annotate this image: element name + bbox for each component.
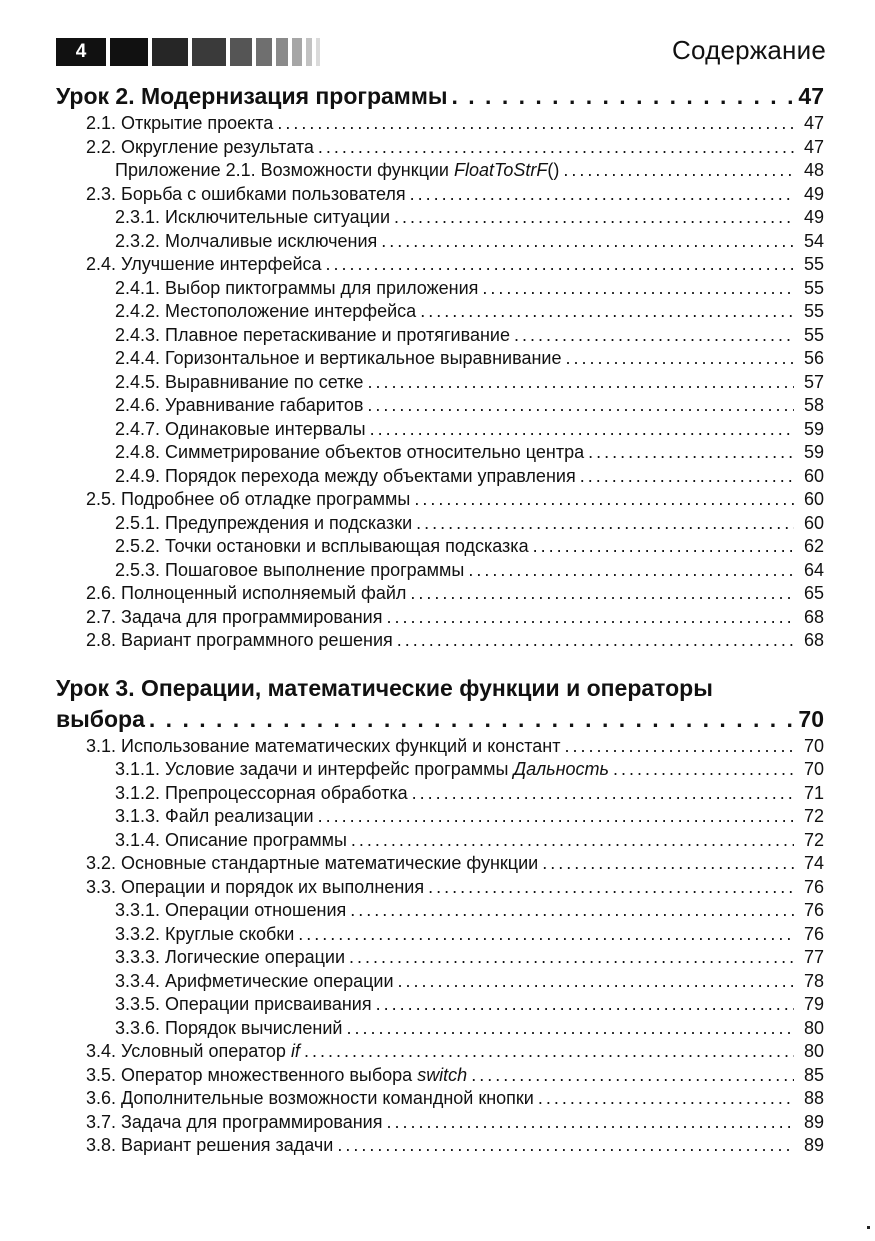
running-title: Содержание: [672, 35, 826, 65]
toc-entry[interactable]: [56, 230, 824, 254]
toc-entry-title: 2.7. Задача для программирования: [86, 606, 383, 627]
toc-entry-page: 78: [803, 970, 824, 991]
header-block: [230, 38, 252, 66]
toc-entry-page: 48: [803, 160, 824, 180]
lesson-title: Урок 2. Модернизация программы: [56, 83, 448, 109]
toc-entry-title: 2.5.3. Пошаговое выполнение программы: [115, 559, 465, 580]
toc-entry[interactable]: [56, 136, 824, 160]
toc-entry-page: 80: [803, 1041, 824, 1061]
toc-entry-page: 79: [803, 994, 824, 1014]
toc-entry-title: 3.6. Дополнительные возможности командной кнопки: [86, 1088, 534, 1108]
toc-entry-title: 2.4.9. Порядок перехода между объектами управления: [115, 465, 576, 486]
toc-entry-title: 2.4.1. Выбор пиктограммы для приложения: [115, 277, 479, 298]
toc-entry-page: 76: [803, 876, 824, 897]
page-number: 4: [56, 38, 106, 66]
page-header: [56, 35, 826, 66]
toc-entry-page: 65: [803, 583, 824, 603]
toc-entry-page: 49: [803, 183, 824, 204]
toc-entry-page: 76: [803, 900, 824, 920]
toc-entry-title: 2.3.2. Молчаливые исключения: [115, 230, 378, 251]
lesson-2-heading[interactable]: [56, 80, 824, 112]
toc-entry-page: 55: [803, 254, 824, 274]
toc-entry-page: 60: [803, 489, 824, 509]
lesson-3-entries: [56, 735, 824, 1158]
toc-entry-title: 3.2. Основные стандартные математические функции: [86, 853, 539, 873]
toc-entry-page: 60: [803, 465, 824, 486]
toc-entry-title: 3.3.4. Арифметические операции: [115, 970, 394, 991]
toc-entry-page: 55: [803, 301, 824, 321]
toc-entry[interactable]: [56, 852, 824, 876]
toc-entry[interactable]: [56, 993, 824, 1017]
toc-entry[interactable]: [56, 899, 824, 923]
toc-entry-title: 3.3. Операции и порядок их выполнения: [86, 876, 425, 897]
toc-entry[interactable]: [56, 488, 824, 512]
header-block: [152, 38, 188, 66]
toc-entry-page: 47: [803, 113, 824, 133]
toc-entry[interactable]: [56, 394, 824, 418]
table-of-contents: [56, 80, 824, 1158]
toc-entry[interactable]: [56, 559, 824, 583]
toc-entry-title: 2.3.1. Исключительные ситуации: [115, 207, 391, 227]
toc-entry-title: 3.1.3. Файл реализации: [115, 806, 314, 826]
toc-entry-title: 3.1.1. Условие задачи и интерфейс программы Дальность: [115, 759, 609, 779]
lesson-3-heading[interactable]: [56, 703, 824, 735]
toc-entry-page: 70: [803, 735, 824, 756]
toc-entry-title: 2.2. Округление результата: [86, 136, 314, 157]
header-block: [292, 38, 302, 66]
toc-entry-page: 72: [803, 806, 824, 826]
toc-entry-page: 76: [803, 923, 824, 944]
toc-entry[interactable]: [56, 535, 824, 559]
toc-entry[interactable]: [56, 970, 824, 994]
toc-entry-page: 80: [803, 1017, 824, 1038]
toc-entry-page: 89: [803, 1135, 824, 1155]
header-block: [276, 38, 288, 66]
header-block: [192, 38, 226, 66]
toc-entry-title: 3.3.2. Круглые скобки: [115, 923, 295, 944]
toc-entry[interactable]: [56, 629, 824, 653]
toc-entry-title: 2.4.7. Одинаковые интервалы: [115, 418, 366, 439]
toc-entry[interactable]: [56, 782, 824, 806]
header-block: [306, 38, 312, 66]
toc-entry[interactable]: [56, 253, 824, 277]
toc-entry-page: 85: [803, 1064, 824, 1085]
toc-entry-title: 2.4.8. Симметрирование объектов относительно центра: [115, 442, 585, 462]
toc-entry-title: 2.4.5. Выравнивание по сетке: [115, 371, 364, 392]
toc-entry[interactable]: [56, 183, 824, 207]
toc-entry[interactable]: [56, 465, 824, 489]
toc-entry[interactable]: [56, 418, 824, 442]
toc-entry-title: 3.1. Использование математических функций и констант: [86, 735, 561, 756]
toc-entry-page: 54: [803, 230, 824, 251]
toc-entry[interactable]: [56, 300, 824, 324]
lesson-page: 70: [798, 705, 824, 732]
page-mark: [867, 1226, 870, 1229]
lesson-2-entries: [56, 112, 824, 653]
toc-entry[interactable]: [56, 1087, 824, 1111]
toc-entry-title: 3.3.3. Логические операции: [115, 947, 346, 967]
toc-entry[interactable]: [56, 735, 824, 759]
toc-entry[interactable]: [56, 1064, 824, 1088]
toc-entry-page: 89: [803, 1111, 824, 1132]
toc-entry-title: 3.5. Оператор множественного выбора switch: [86, 1064, 468, 1085]
toc-entry[interactable]: [56, 758, 824, 782]
toc-entry[interactable]: [56, 582, 824, 606]
toc-entry[interactable]: [56, 829, 824, 853]
toc-entry-title: 2.1. Открытие проекта: [86, 113, 274, 133]
header-block: [256, 38, 272, 66]
toc-entry-page: 58: [803, 395, 824, 415]
toc-entry-page: 72: [803, 829, 824, 850]
toc-entry[interactable]: [56, 112, 824, 136]
toc-entry-title: 3.3.5. Операции присваивания: [115, 994, 372, 1014]
toc-entry-title: 2.4.2. Местоположение интерфейса: [115, 301, 417, 321]
toc-entry[interactable]: [56, 923, 824, 947]
toc-entry-title: 3.1.4. Описание программы: [115, 829, 347, 850]
toc-entry[interactable]: [56, 1111, 824, 1135]
toc-entry[interactable]: [56, 206, 824, 230]
toc-entry-title: 2.4.3. Плавное перетаскивание и протягивание: [115, 324, 510, 345]
toc-entry[interactable]: [56, 1017, 824, 1041]
toc-entry-page: 56: [803, 348, 824, 368]
toc-entry-page: 55: [803, 277, 824, 298]
toc-entry-title: 3.4. Условный оператор if: [86, 1041, 300, 1061]
toc-entry[interactable]: [56, 805, 824, 829]
toc-entry[interactable]: [56, 946, 824, 970]
toc-entry[interactable]: [56, 371, 824, 395]
toc-entry-page: 74: [803, 853, 824, 873]
toc-entry-title: 2.5. Подробнее об отладке программы: [86, 489, 411, 509]
toc-entry-title: 2.4.6. Уравнивание габаритов: [115, 395, 364, 415]
toc-entry-page: 55: [803, 324, 824, 345]
toc-entry-page: 59: [803, 418, 824, 439]
toc-entry[interactable]: [56, 441, 824, 465]
header-block: [110, 38, 148, 66]
toc-entry-title: 2.4.4. Горизонтальное и вертикальное выравнивание: [115, 348, 562, 368]
toc-entry-page: 88: [803, 1088, 824, 1108]
toc-entry-page: 49: [803, 207, 824, 227]
header-decoration-blocks: [110, 38, 324, 66]
header-block: [316, 38, 320, 66]
toc-entry-page: 59: [803, 442, 824, 462]
toc-entry[interactable]: [56, 347, 824, 371]
lesson-3-heading-line1[interactable]: Урок 3. Операции, математические функции и операторы: [56, 674, 713, 701]
toc-entry-title: 3.3.1. Операции отношения: [115, 900, 347, 920]
toc-entry[interactable]: [56, 876, 824, 900]
toc-entry-page: 71: [803, 782, 824, 803]
toc-entry[interactable]: [56, 1134, 824, 1158]
toc-entry-title: 2.5.2. Точки остановки и всплывающая подсказка: [115, 536, 529, 556]
toc-entry[interactable]: [56, 324, 824, 348]
toc-entry-title: 2.4. Улучшение интерфейса: [86, 254, 322, 274]
lesson-page: 47: [798, 83, 824, 109]
toc-entry-title: 3.3.6. Порядок вычислений: [115, 1017, 343, 1038]
toc-entry-title: 3.1.2. Препроцессорная обработка: [115, 782, 408, 803]
toc-entry-page: 60: [803, 512, 824, 533]
toc-entry-page: 64: [803, 559, 824, 580]
toc-entry-title: 2.3. Борьба с ошибками пользователя: [86, 183, 406, 204]
toc-entry-title: 3.8. Вариант решения задачи: [86, 1135, 334, 1155]
toc-entry[interactable]: [56, 512, 824, 536]
toc-entry[interactable]: [56, 277, 824, 301]
toc-entry[interactable]: [56, 1040, 824, 1064]
toc-entry-page: 68: [803, 630, 824, 650]
toc-entry-page: 62: [803, 536, 824, 556]
toc-entry-title: Приложение 2.1. Возможности функции FloatToStrF(): [115, 160, 560, 180]
toc-entry-page: 70: [803, 759, 824, 779]
toc-entry-title: 2.6. Полноценный исполняемый файл: [86, 583, 407, 603]
toc-entry-page: 77: [803, 947, 824, 967]
toc-entry-page: 47: [803, 136, 824, 157]
toc-entry-title: 3.7. Задача для программирования: [86, 1111, 383, 1132]
toc-entry[interactable]: [56, 159, 824, 183]
lesson-title: выбора: [56, 705, 145, 732]
toc-entry-page: 68: [803, 606, 824, 627]
toc-entry-title: 2.5.1. Предупреждения и подсказки: [115, 512, 413, 533]
toc-entry[interactable]: [56, 606, 824, 630]
toc-entry-page: 57: [803, 371, 824, 392]
toc-entry-title: 2.8. Вариант программного решения: [86, 630, 393, 650]
